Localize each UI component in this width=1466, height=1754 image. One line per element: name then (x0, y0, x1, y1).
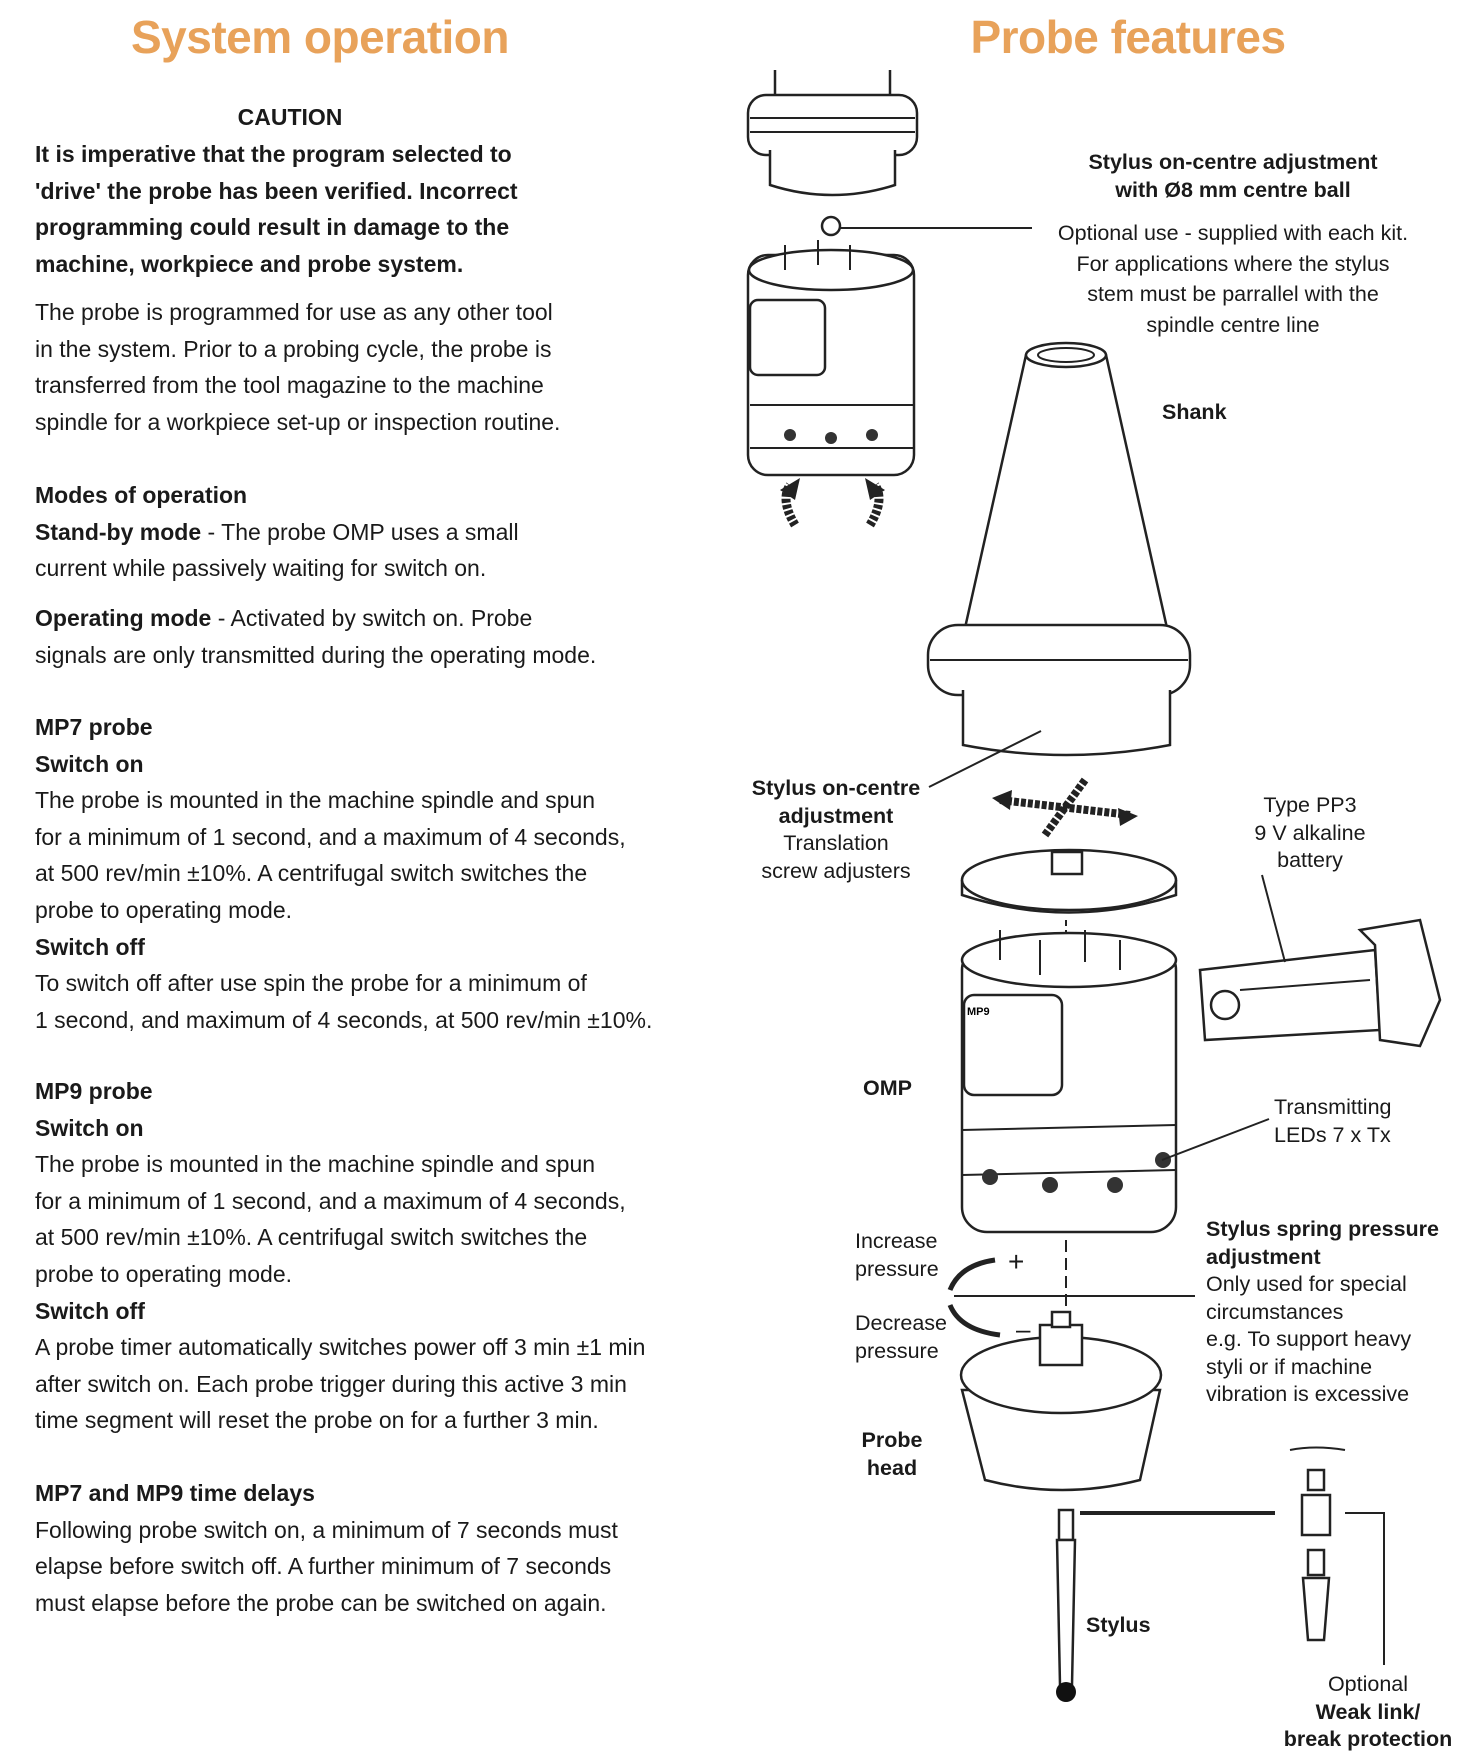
text-line: transferred from the tool magazine to the machine (35, 372, 544, 399)
text-line: Type PP3 (1263, 793, 1357, 817)
omp-label: OMP (863, 1076, 912, 1100)
battery-label (1254, 792, 1365, 875)
text-line: Following probe switch on, a minimum of 7 seconds must (35, 1516, 618, 1543)
small-probe-illustration (748, 240, 914, 475)
text-line: circumstances (1206, 1299, 1344, 1324)
text-line: adjustment (778, 803, 894, 828)
text-line: for a minimum of 1 second, and a maximum of 4 seconds, (35, 1187, 626, 1214)
plus-sign: + (1008, 1246, 1025, 1277)
pressure-arrows-icon (950, 1260, 1000, 1335)
ball-heading (1088, 149, 1377, 204)
text-line: A probe timer automatically switches power off 3 min ±1 min (35, 1334, 646, 1361)
shank-label: Shank (1162, 400, 1227, 424)
text-line: Only used for special (1206, 1272, 1407, 1296)
text-line: probe to operating mode. (35, 896, 293, 923)
text-line: in the system. Prior to a probing cycle, the probe is (35, 335, 552, 362)
text-line: LEDs 7 x Tx (1274, 1122, 1391, 1147)
mp9-heading: MP9 probe (35, 1078, 153, 1104)
modes-heading: Modes of operation (35, 482, 248, 508)
text-line: Stylus spring pressure (1206, 1217, 1439, 1241)
text-line: with Ø8 mm centre ball (1115, 177, 1351, 202)
ball-description (1058, 218, 1408, 340)
text-line: Weak link/ (1315, 1699, 1421, 1724)
increase-pressure-label (855, 1228, 939, 1283)
text-line: current while passively waiting for switch on. (35, 555, 487, 582)
text-line: programming could result in damage to the (35, 214, 510, 241)
text-line: spindle centre line (1146, 312, 1320, 337)
text-line: pressure (855, 1256, 939, 1281)
text-line: Increase (855, 1229, 938, 1253)
text-line: adjustment (1206, 1244, 1321, 1269)
text-line: - The probe OMP uses a small (201, 518, 519, 545)
leader-line (1345, 1513, 1384, 1665)
text-line: signals are only transmitted during the operating mode. (35, 641, 597, 668)
weak-link-illustration (1290, 1448, 1345, 1641)
section-title-probe-features: Probe features (970, 11, 1286, 63)
text-line: elapse before switch off. A further minimum of 7 seconds (35, 1553, 612, 1580)
text-line: Optional use - supplied with each kit. (1057, 221, 1409, 245)
centre-ball-illustration (822, 217, 840, 235)
text-line: It is imperative that the program selected to (35, 141, 512, 167)
decrease-pressure-label (855, 1310, 947, 1365)
text-line: The probe is mounted in the machine spindle and spun (35, 1151, 596, 1178)
operating-label: Operating mode (35, 605, 212, 631)
stylus-illustration (1056, 1510, 1076, 1702)
mp7-switch-on-heading: Switch on (35, 750, 144, 777)
mp7-switch-off-heading: Switch off (35, 933, 145, 960)
rotate-arrows-icon (780, 478, 885, 525)
leader-line (1262, 875, 1285, 962)
weak-link-label (1284, 1671, 1452, 1754)
mp9-switch-on-heading: Switch on (35, 1114, 144, 1141)
text-line: battery (1277, 848, 1343, 872)
text-line: 1 second, and maximum of 4 seconds, at 500 rev/min ±10%. (35, 1006, 653, 1033)
text-line: stem must be parrallel with the (1087, 282, 1379, 306)
battery-illustration (1200, 920, 1440, 1046)
text-line: time segment will reset the probe on for a further 3 min. (35, 1407, 599, 1434)
probe-head-illustration (961, 1312, 1161, 1490)
omp-illustration (962, 930, 1176, 1232)
standby-label: Stand-by mode (35, 518, 202, 545)
spindle-holder-illustration (748, 70, 917, 195)
text-line: spindle for a workpiece set-up or inspection routine. (35, 408, 561, 435)
text-line: The probe is programmed for use as any other tool (35, 299, 553, 325)
text-line: Stylus on-centre adjustment (1088, 150, 1378, 174)
text-line: Transmitting (1274, 1095, 1392, 1119)
text-line: To switch off after use spin the probe for a minimum of (35, 970, 587, 997)
text-line: must elapse before the probe can be switched on again. (35, 1589, 607, 1616)
text-line: screw adjusters (761, 858, 911, 883)
minus-sign: – (1016, 1314, 1031, 1344)
leds-label (1274, 1094, 1391, 1149)
text-line: at 500 rev/min ±10%. A centrifugal switch switches the (35, 1224, 588, 1251)
leader-line (1162, 1119, 1269, 1160)
text-line: pressure (855, 1338, 939, 1363)
adjuster-plate-illustration (962, 850, 1176, 913)
spring-pressure-label (1206, 1216, 1439, 1409)
text-line: for a minimum of 1 second, and a maximum of 4 seconds, (35, 823, 626, 850)
text-line: For applications where the stylus (1076, 251, 1390, 276)
time-delays-heading: MP7 and MP9 time delays (35, 1480, 315, 1506)
text-line: Decrease (855, 1311, 948, 1335)
section-title-system-operation: System operation (131, 11, 509, 63)
text-line: machine, workpiece and probe system. (35, 250, 464, 277)
text-line: Stylus on-centre (751, 776, 921, 800)
mp9-badge: MP9 (967, 1006, 990, 1018)
text-line: styli or if machine (1206, 1354, 1373, 1379)
text-line: 9 V alkaline (1254, 820, 1366, 845)
translation-arrows-icon (992, 780, 1138, 835)
text-line: Optional (1327, 1672, 1409, 1696)
adjustment-label (752, 775, 920, 885)
text-line: Probe (861, 1428, 923, 1452)
stylus-label: Stylus (1086, 1613, 1151, 1637)
caution-heading: CAUTION (237, 104, 343, 130)
text-line: The probe is mounted in the machine spindle and spun (35, 787, 596, 814)
text-line: 'drive' the probe has been verified. Incorrect (35, 177, 518, 204)
mp7-heading: MP7 probe (35, 714, 153, 740)
text-line: probe to operating mode. (35, 1260, 293, 1287)
mp9-switch-off-heading: Switch off (35, 1297, 145, 1324)
text-line: break protection (1283, 1727, 1453, 1751)
text-line: Translation (783, 831, 889, 855)
text-line: e.g. To support heavy (1206, 1327, 1412, 1351)
text-line: after switch on. Each probe trigger during this active 3 min (35, 1370, 627, 1397)
text-line: - Activated by switch on. Probe (211, 605, 533, 631)
text-line: head (866, 1455, 918, 1480)
probe-head-label (862, 1427, 923, 1482)
text-line: vibration is excessive (1206, 1382, 1410, 1406)
text-line: at 500 rev/min ±10%. A centrifugal switch switches the (35, 860, 588, 887)
shank-illustration (928, 343, 1190, 755)
